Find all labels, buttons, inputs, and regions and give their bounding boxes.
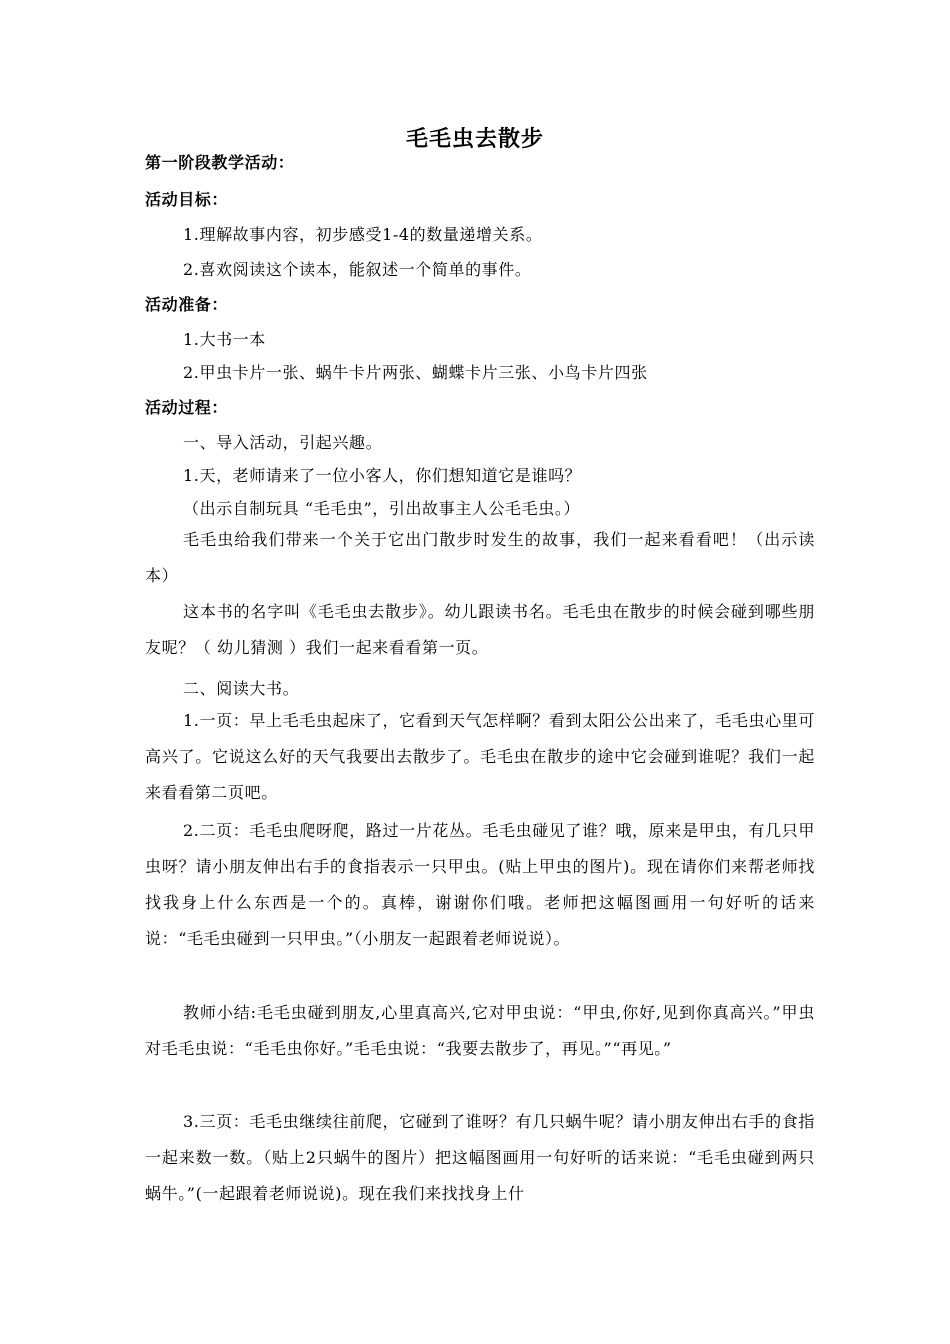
step-title: 二、阅读大书。 bbox=[183, 679, 300, 698]
paragraph: （出示自制玩具 “毛毛虫”，引出故事主人公毛毛虫。） bbox=[183, 499, 581, 518]
page-title: 毛毛虫去散步 bbox=[405, 126, 544, 152]
paragraph: 3.三页：毛毛虫继续往前爬，它碰到了谁呀？有几只蜗牛呢？请小朋友伸出右手的食指一起来数一数。（贴上2只蜗牛的图片）把这幅图画用一句好听的话来说：“毛毛虫碰到两只蜗牛。”(一起跟着老师说说)。现在我们来找找身上什 bbox=[145, 1112, 815, 1203]
paragraph: 1.天，老师请来了一位小客人，你们想知道它是谁吗？ bbox=[183, 466, 582, 485]
prep-item: 2.甲虫卡片一张、蜗牛卡片两张、蝴蝶卡片三张、小鸟卡片四张 bbox=[183, 363, 648, 382]
prep-item: 1.大书一本 bbox=[183, 330, 266, 349]
paragraph: 2.二页：毛毛虫爬呀爬，路过一片花丛。毛毛虫碰见了谁？哦，原来是甲虫，有几只甲虫呀？请小朋友伸出右手的食指表示一只甲虫。(贴上甲虫的图片)。现在请你们来帮老师找找我身上什么东西是一个的。真棒，谢谢你们哦。老师把这幅图画用一句好听的话来说：“毛毛虫碰到一只甲虫。”（小朋友一起跟着老师说说）。 bbox=[145, 821, 815, 948]
process-heading: 活动过程： bbox=[145, 398, 229, 417]
goal-heading: 活动目标： bbox=[145, 190, 229, 209]
paragraph: 这本书的名字叫《毛毛虫去散步》。幼儿跟读书名。毛毛虫在散步的时候会碰到哪些朋友呢？（ 幼儿猜测 ）我们一起来看看第一页。 bbox=[145, 602, 815, 657]
paragraph: 1.一页：早上毛毛虫起床了，它看到天气怎样啊？看到太阳公公出来了，毛毛虫心里可高兴了。它说这么好的天气我要出去散步了。毛毛虫在散步的途中它会碰到谁呢？我们一起来看看第二页吧。 bbox=[145, 711, 815, 802]
paragraph: 毛毛虫给我们带来一个关于它出门散步时发生的故事，我们一起来看看吧！（出示读本） bbox=[145, 530, 815, 585]
phase-heading: 第一阶段教学活动： bbox=[145, 153, 295, 172]
step-title: 一、导入活动，引起兴趣。 bbox=[183, 433, 383, 452]
goal-item: 1.理解故事内容，初步感受1-4的数量递增关系。 bbox=[183, 225, 543, 244]
goal-item: 2.喜欢阅读这个读本，能叙述一个简单的事件。 bbox=[183, 260, 532, 279]
paragraph: 教师小结:毛毛虫碰到朋友,心里真高兴,它对甲虫说：“甲虫,你好,见到你真高兴。”甲虫对毛毛虫说：“毛毛虫你好。”毛毛虫说：“我要去散步了，再见。”“再见。” bbox=[145, 1003, 815, 1058]
prep-heading: 活动准备： bbox=[145, 295, 229, 314]
